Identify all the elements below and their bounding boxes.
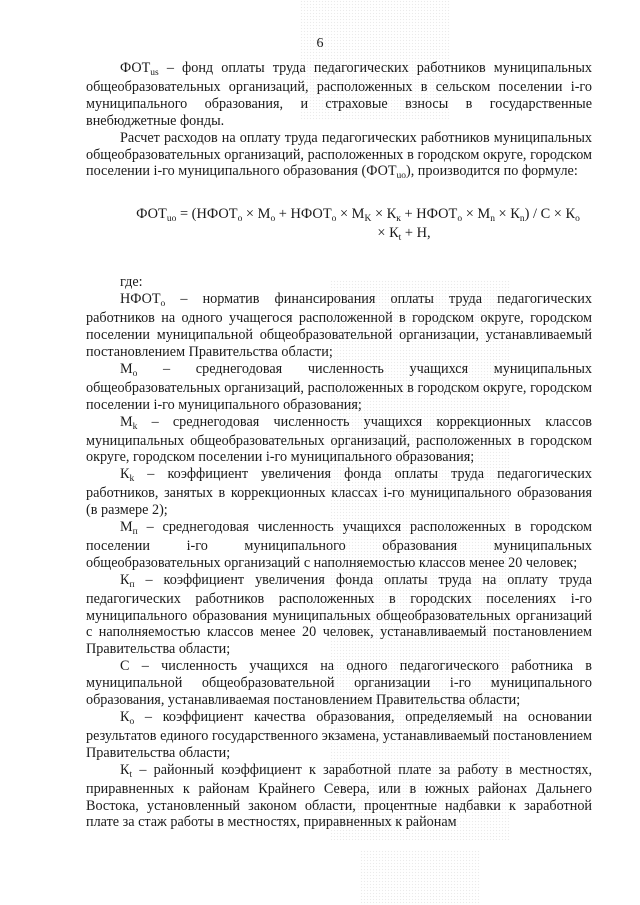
formula-block [86,206,592,244]
paragraph-calculation-intro: Расчет расходов на оплату труда педагогических работников муниципальных общеобразовательных организаций, расположенных в городском округе, городском поселении i-го муниципального образования $(ФОТ_{uo})$, производится по формуле: [86,129,592,182]
definition-item: $К_п$ – коэффициент увеличения фонда оплаты труда на оплату труда педагогических работников расположенных в городских поселениях i-го муниципального образования муниципальных общеобразовательных организаций с наполняемостью классов менее 20 человек, устанавливаемый постановлением Правительства области; [86,571,592,658]
scan-noise-bottom [360,850,480,905]
where-label: где: [120,274,143,291]
definition-item: $М_o$ – среднегодовая численность учащихся муниципальных общеобразовательных организаций, расположенных в городском округе, городском поселении i-го муниципального образования; [86,360,592,413]
definition-item: $К_k$ – коэффициент увеличения фонда оплаты труда педагогических работников, занятых в коррекционных классах i-го муниципального образования (в размере 2); [86,466,592,519]
formula-line-2: × $К_t + Н$, [377,225,431,244]
paragraph-fot-us: $ФОТ_{us}$ – фонд оплаты труда педагогических работников муниципальных общеобразовательных организаций, расположенных в сельском поселении i-го муниципального образования, и страховые взносы в государственные внебюджетные фонды. [86,60,592,129]
document-body [86,60,592,831]
formula-line-1: $ФОТ_{uo}$ = ($НФОТ_o \times М_o$ + $НФОТ_o \times М_K \times К_к$ + $НФОТ_o \times М_n \times К_n) / С \times К_o$ [136,206,580,225]
page-number: 6 [316,36,324,51]
definition-item: $М_п$ – среднегодовая численность учащихся расположенных в городском поселении i-го муниципального образования муниципальных общеобразовательных организаций с наполняемостью классов менее 20 человек; [86,519,592,571]
definition-item: $М_k$ – среднегодовая численность учащихся коррекционных классов муниципальных общеобразовательных организаций, расположенных в городском округе, городском поселении i-го муниципального образования; [86,413,592,466]
definitions-list [86,291,592,831]
definition-item: $К_o$ – коэффициент качества образования, определяемый на основании результатов единого государственного экзамена, устанавливаемый постановлением Правительства области; [86,709,592,761]
definition-item: $НФОТ_o$ – норматив финансирования оплаты труда педагогических работников на одного учащегося расположенной в городском округе, городском поселении муниципальной общеобразовательной организации, устанавливаемый постановлением Правительства области; [86,291,592,360]
definition-item: $К_t$ – районный коэффициент к заработной плате за работу в местностях, приравненных к районам Крайнего Севера, или в южных районах Дальнего Востока, установленный законом области, процентные надбавки к заработной плате за стаж работы в местностях, приравненных к районам [86,761,592,831]
definition-item: С – численность учащихся на одного педагогического работника в муниципальной общеобразовательной организации i-го муниципального образования, устанавливаемая постановлением Правительства области; [86,658,592,709]
